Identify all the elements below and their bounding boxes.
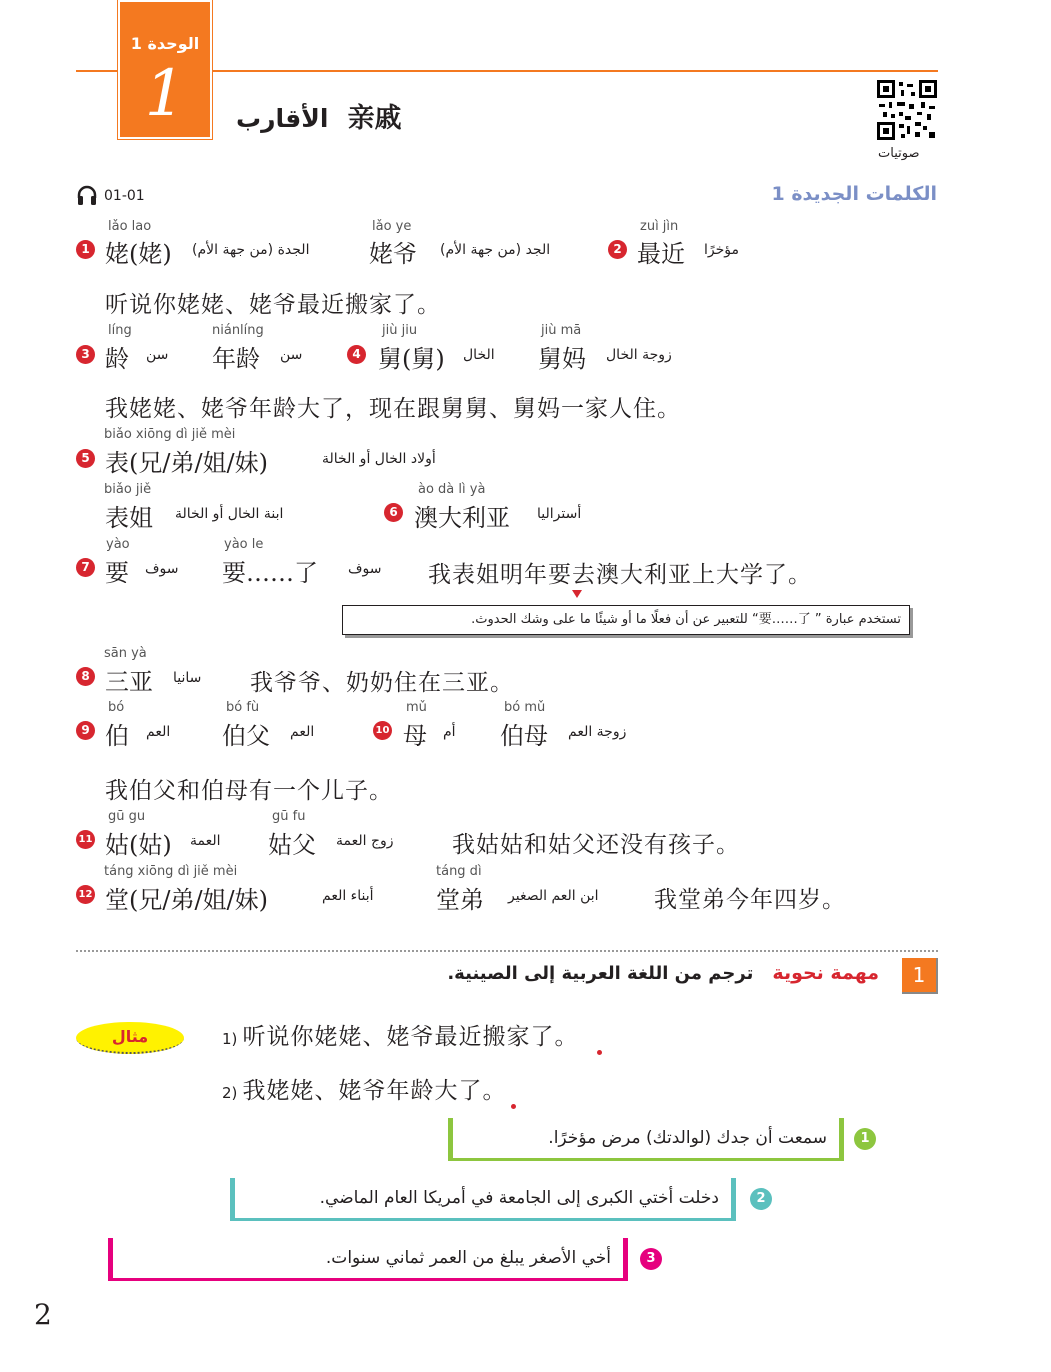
- example-2: [222, 1072, 507, 1105]
- vocab-number: 1: [76, 240, 95, 259]
- vocab-number: 12: [76, 885, 95, 904]
- vocab-meaning: أم: [443, 724, 456, 740]
- vocab-word: 姥(姥): [105, 240, 172, 268]
- title-chinese: 亲戚: [347, 103, 402, 134]
- vocab-meaning: العم: [290, 724, 315, 740]
- vocab-meaning: العم: [146, 724, 171, 740]
- vocab-meaning: مؤخرًا: [704, 242, 739, 258]
- unit-tab: [118, 0, 212, 139]
- vocab-word: 龄: [105, 345, 129, 373]
- vocab-number: 4: [347, 345, 366, 364]
- vocab-number: 7: [76, 558, 95, 577]
- vocab-meaning: الجدة (من جهة الأم): [192, 242, 310, 258]
- item-number: 3: [640, 1248, 662, 1270]
- vocab-number: 11: [76, 830, 95, 849]
- example-text: 听说你姥姥、姥爷最近搬家了。: [242, 1024, 579, 1050]
- vocab-word: 母: [403, 722, 427, 750]
- example-sentence: 我伯父和伯母有一个儿子。: [105, 778, 393, 804]
- pinyin: lǎo ye: [372, 219, 412, 234]
- vocab-meaning: الجد (من جهة الأم): [440, 242, 551, 258]
- pinyin: mǔ: [406, 700, 427, 715]
- vocab-meaning: زوج العمة: [336, 833, 394, 849]
- translation-item: [108, 1238, 628, 1281]
- pinyin: bó: [108, 700, 125, 715]
- vocab-word: 表姐: [105, 504, 153, 532]
- highlight-dot: [597, 1050, 602, 1055]
- pinyin: biǎo jiě: [104, 482, 152, 497]
- pinyin: bó fù: [226, 700, 260, 715]
- vocab-meaning: سوف: [348, 561, 382, 577]
- task-instruction: ترجم من اللغة العربية إلى الصينية.: [447, 963, 754, 984]
- task-heading: [447, 962, 879, 984]
- qr-caption: صوتيات: [878, 146, 920, 161]
- pinyin: bó mǔ: [504, 700, 546, 715]
- highlight-dot: [511, 1104, 516, 1109]
- example-number: 2): [222, 1084, 238, 1102]
- unit-number: 1: [144, 57, 186, 131]
- unit-label: الوحدة 1: [130, 34, 200, 53]
- example-sentence: 我姑姑和姑父还没有孩子。: [452, 832, 740, 858]
- task-number-badge: [902, 958, 938, 994]
- translation-text: سمعت أن جدك (لوالدتك) مرض مؤخرًا.: [548, 1128, 827, 1148]
- vocab-meaning: زوجة الخال: [606, 347, 672, 363]
- vocab-number: 3: [76, 345, 95, 364]
- vocab-meaning: أبناء العم: [322, 888, 374, 904]
- vocab-number: 5: [76, 449, 95, 468]
- vocab-word: 三亚: [105, 668, 153, 696]
- section-title: الكلمات الجديدة 1: [771, 183, 937, 205]
- vocab-meaning: سانيا: [173, 670, 202, 686]
- pinyin: táng dì: [436, 864, 482, 879]
- example-sentence: 我表姐明年要去澳大利亚上大学了。: [428, 562, 812, 588]
- item-number: 2: [750, 1188, 772, 1210]
- vocab-word: 最近: [637, 240, 685, 268]
- vocab-number: 6: [384, 503, 403, 522]
- vocab-word: 姑(姑): [105, 831, 172, 859]
- vocab-meaning: سوف: [145, 561, 179, 577]
- vocab-word: 舅(舅): [378, 345, 445, 373]
- example-sentence: 我爷爷、奶奶住在三亚。: [250, 670, 514, 696]
- vocab-word: 澳大利亚: [414, 504, 510, 532]
- task-title: مهمة نحوية: [772, 962, 879, 984]
- vocab-word: 伯父: [222, 722, 270, 750]
- vocab-word: 要……了: [222, 559, 318, 587]
- item-number: 1: [854, 1128, 876, 1150]
- headphones-icon[interactable]: [76, 184, 98, 206]
- dotted-divider: [76, 950, 938, 952]
- pinyin: gū fu: [272, 809, 306, 824]
- pinyin: táng xiōng dì jiě mèi: [104, 864, 238, 879]
- page-title: [236, 96, 402, 135]
- pinyin: yào le: [224, 537, 264, 552]
- translation-item: [448, 1118, 844, 1161]
- qr-code-icon[interactable]: [877, 80, 937, 140]
- pinyin: lǎo lao: [108, 219, 152, 234]
- pinyin: jiù jiu: [382, 323, 418, 338]
- vocab-word: 堂(兄/弟/姐/妹): [105, 886, 268, 914]
- example-sentence: 我姥姥、姥爷年龄大了，现在跟舅舅、舅妈一家人住。: [105, 396, 681, 422]
- vocab-number: 10: [373, 721, 392, 740]
- vocab-word: 表(兄/弟/姐/妹): [105, 449, 268, 477]
- example-sentence: 我堂弟今年四岁。: [654, 887, 846, 913]
- example-badge: [76, 1022, 184, 1054]
- translation-item: [230, 1178, 736, 1221]
- pinyin: yào: [106, 537, 130, 552]
- pinyin: jiù mā: [541, 323, 582, 338]
- vocab-meaning: ابنة الخال أو الخالة: [175, 506, 284, 522]
- translation-text: دخلت أختي الكبرى إلى الجامعة في أمريكا العام الماضي.: [319, 1188, 719, 1208]
- vocab-meaning: سن: [146, 347, 169, 363]
- vocab-word: 年龄: [212, 345, 260, 373]
- pinyin: ào dà lì yà: [418, 482, 486, 497]
- pinyin: niánlíng: [212, 323, 264, 338]
- marker-triangle-icon: [572, 590, 582, 598]
- pinyin: gū gu: [108, 809, 146, 824]
- translation-text: أخي الأصغر يبلغ من العمر ثماني سنوات.: [325, 1248, 611, 1268]
- vocab-word: 舅妈: [538, 345, 586, 373]
- vocab-word: 姑父: [268, 831, 316, 859]
- vocab-word: 伯母: [500, 722, 548, 750]
- vocab-meaning: العمة: [190, 833, 221, 849]
- vocab-number: 9: [76, 721, 95, 740]
- grammar-note-text: تستخدم عبارة ” 要……了“ للتعبير عن أن فعلًا ما أو شيئًا ما على وشك الحدوث.: [471, 612, 901, 627]
- vocab-word: 伯: [105, 722, 129, 750]
- title-arabic: الأقارب: [236, 104, 329, 133]
- vocab-meaning: أستراليا: [537, 506, 582, 522]
- task-number: 1: [912, 963, 926, 987]
- vocab-meaning: الخال: [463, 347, 495, 363]
- vocab-meaning: سن: [280, 347, 303, 363]
- example-text: 我姥姥、姥爷年龄大了。: [242, 1078, 507, 1104]
- example-number: 1): [222, 1030, 238, 1048]
- audio-track-code: 01-01: [104, 188, 145, 204]
- vocab-number: 8: [76, 667, 95, 686]
- pinyin: zuì jìn: [640, 219, 679, 234]
- vocab-word: 要: [105, 559, 129, 587]
- example-sentence: 听说你姥姥、姥爷最近搬家了。: [105, 292, 441, 318]
- grammar-note: [342, 605, 910, 635]
- vocab-meaning: ابن العم الصغير: [508, 888, 599, 904]
- example-label: مثال: [111, 1027, 149, 1046]
- vocab-word: 堂弟: [436, 886, 484, 914]
- pinyin: líng: [108, 323, 132, 338]
- vocab-meaning: أولاد الخال أو الخالة: [322, 451, 436, 467]
- vocab-meaning: زوجة العم: [568, 724, 627, 740]
- pinyin: sān yà: [104, 646, 147, 661]
- page-number: 2: [34, 1298, 52, 1331]
- vocab-number: 2: [608, 240, 627, 259]
- example-1: [222, 1018, 579, 1051]
- pinyin: biǎo xiōng dì jiě mèi: [104, 427, 236, 442]
- vocab-word: 姥爷: [369, 240, 417, 268]
